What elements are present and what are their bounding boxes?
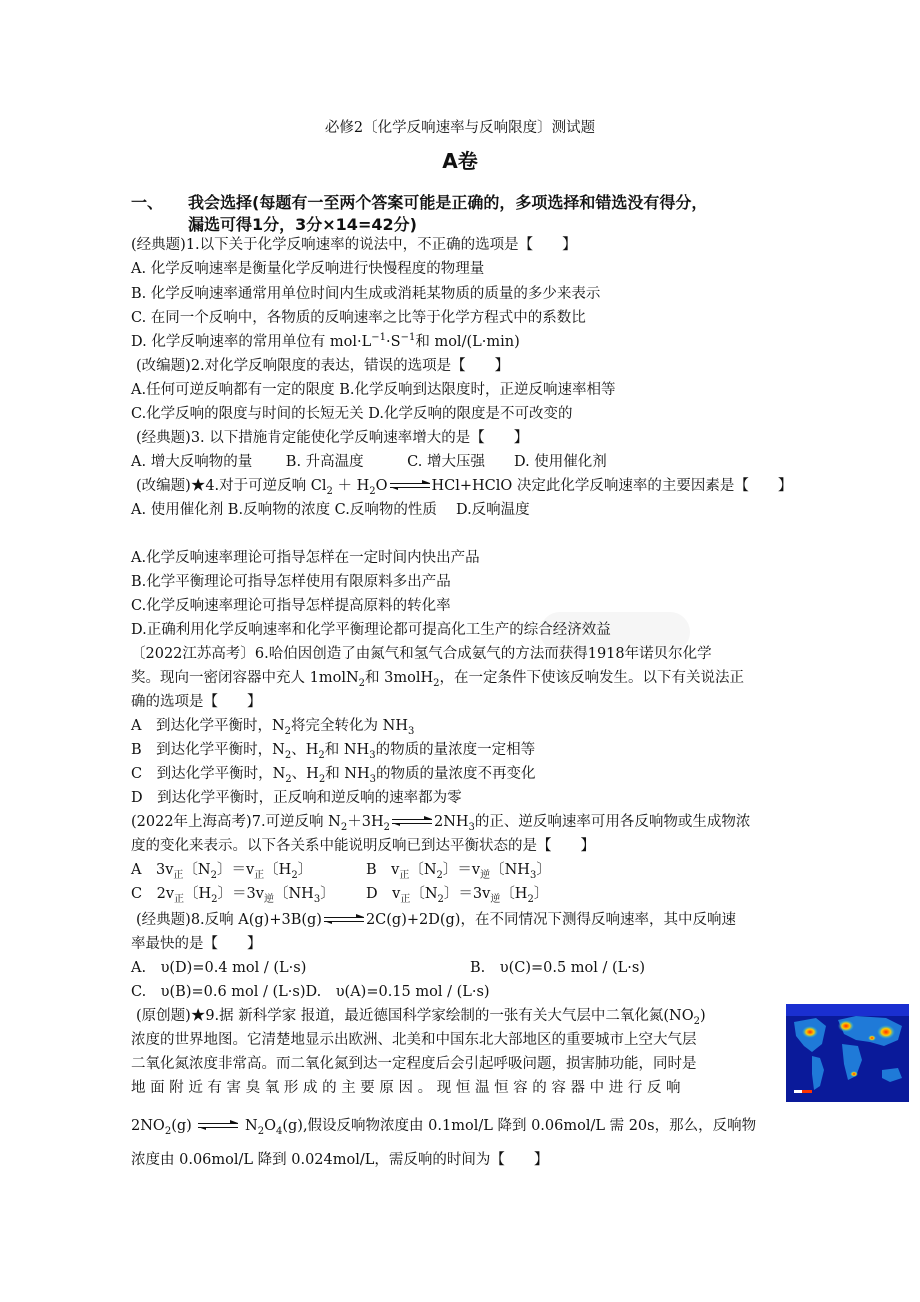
question-3-options: A. 增大反响物的量 B. 升高温度 C. 增大压强 D. 使用催化剂 — [131, 454, 607, 470]
question-7-option-a: A $3v_正$〔$N_2$〕$=v_正$〔$H_2$〕 — [131, 862, 313, 881]
question-6-option-c: C 到达化学平衡时，$N_2$、$H_2$和 $NH_3$的物质的量浓度不再变化 — [131, 766, 536, 785]
question-5-option-d: D.正确利用化学反响速率和化学平衡理论都可提高化工生产的综合经济效益 — [131, 622, 611, 638]
question-4-stem: (改编题)★4.对于可逆反响 $Cl_2 + H_2O$ HCl+HClO 决定此化学反响速率的主要因素是【 】 — [136, 478, 793, 497]
question-9-line-1: (原创题)★9.据 新科学家 报道，最近德国科学家绘制的一张有关大气层中二氧化氮$(NO_2)$ — [136, 1008, 706, 1027]
question-9-line-3: 二氧化氮浓度非常高。而二氧化氮到达一定程度后会引起呼吸问题，损害肺功能，同时是 — [131, 1056, 697, 1072]
question-2-stem: (改编题)2.对化学反响限度的表达，错误的选项是【 】 — [136, 358, 510, 374]
no2-world-map-image — [786, 1004, 909, 1102]
question-7-line-2: 度的变化来表示。以下各关系中能说明反响已到达平衡状态的是【 】 — [131, 838, 595, 854]
question-1-stem: (经典题)1.以下关于化学反响速率的说法中，不正确的选项是【 】 — [131, 237, 577, 253]
question-1-option-b: B. 化学反响速率通常用单位时间内生成或消耗某物质的质量的多少来表示 — [131, 286, 601, 302]
question-8-option-b: B. υ(C)=0.5 mol / (L·s) — [470, 960, 646, 976]
equilibrium-arrow-icon — [392, 817, 432, 827]
question-6-line-1: 〔2022江苏高考〕6.哈伯因创造了由氮气和氢气合成氨气的方法而获得1918年诺贝尔化学 — [131, 646, 712, 662]
question-6-option-b: B 到达化学平衡时，$N_2$、$H_2$和 $NH_3$的物质的量浓度一定相等 — [131, 742, 536, 761]
question-7-option-d: D $v_正$〔$N_2$〕$=3v_逆$〔$H_2$〕 — [366, 886, 549, 905]
question-5-option-a: A.化学反响速率理论可指导怎样在一定时间内快出产品 — [131, 550, 480, 566]
question-9-line-5: $2NO_2(g)$ $N_2O_4(g)$,假设反响物浓度由 0.1mol/L 降到 0.06mol/L 需 20s，那么，反响物 — [131, 1118, 757, 1137]
section-heading-line1: 我会选择(每题有一至两个答案可能是正确的，多项选择和错选没有得分， — [188, 193, 708, 212]
question-5-option-c: C.化学反响速率理论可指导怎样提高原料的转化率 — [131, 598, 451, 614]
question-6-option-d: D 到达化学平衡时，正反响和逆反响的速率都为零 — [131, 790, 462, 806]
question-6-line-2: 奖。现向一密闭容器中充人 1molN$_2$和 3molH$_2$，在一定条件下使该反响发生。以下有关说法正 — [131, 670, 744, 689]
question-7-option-c: C $2v_正$〔$H_2$〕$=3v_逆$〔$NH_3$〕 — [131, 886, 335, 905]
question-6-line-3: 确的选项是【 】 — [131, 694, 262, 710]
equilibrium-arrow-icon — [390, 481, 430, 491]
question-2-options-cd: C.化学反响的限度与时间的长短无关 D.化学反响的限度是不可改变的 — [131, 406, 573, 422]
section-heading-line2: 漏选可得1分，3分×14=42分) — [188, 215, 417, 234]
question-8-option-a: A. υ(D)=0.4 mol / (L·s) — [131, 960, 307, 976]
question-8-options-cd: C. υ(B)=0.6 mol / (L·s)D. υ(A)=0.15 mol / (L·s) — [131, 984, 490, 1000]
question-3-stem: (经典题)3. 以下措施肯定能使化学反响速率增大的是【 】 — [136, 430, 529, 446]
question-9-line-6: 浓度由 0.06mol/L 降到 0.024mol/L，需反响的时间为【 】 — [131, 1152, 549, 1168]
section-number: 一、 — [131, 193, 164, 212]
question-2-options-ab: A.任何可逆反响都有一定的限度 B.化学反响到达限度时，正逆反响速率相等 — [131, 382, 616, 398]
page-title: 必修2〔化学反响速率与反响限度〕测试题 — [324, 120, 596, 136]
equilibrium-arrow-icon — [198, 1121, 238, 1131]
question-7-line-1: (2022年上海高考)7.可逆反响 $N_2+3H_2$ $2NH_3$的正、逆反响速率可用各反响物或生成物浓 — [131, 814, 751, 833]
question-7-option-b: B $v_正$〔$N_2$〕$=v_逆$〔$NH_3$〕 — [366, 862, 551, 881]
volume-heading: A卷 — [442, 149, 478, 173]
question-9-line-2: 浓度的世界地图。它清楚地显示出欧洲、北美和中国东北大部地区的重要城市上空大气层 — [131, 1032, 697, 1048]
question-6-option-a: A 到达化学平衡时，$N_2$将完全转化为 $NH_3$ — [131, 718, 415, 737]
question-4-options: A. 使用催化剂 B.反响物的浓度 C.反响物的性质 D.反响温度 — [131, 502, 530, 518]
question-8-line-1: (经典题)8.反响 A(g)+3B(g) 2C(g)+2D(g)，在不同情况下测得反响速率，其中反响速 — [136, 912, 736, 928]
question-1-option-a: A. 化学反响速率是衡量化学反响进行快慢程度的物理量 — [131, 261, 485, 277]
question-1-option-c: C. 在同一个反响中，各物质的反响速率之比等于化学方程式中的系数比 — [131, 310, 586, 326]
question-1-option-d: D. 化学反响速率的常用单位有 $mol\cdot L^{-1}\cdot S^{-1}$和 mol/(L·min) — [131, 332, 520, 350]
question-9-line-4: 地 面 附 近 有 害 臭 氧 形 成 的 主 要 原 因 。 现 恒 温 恒 容 的 容 器 中 进 行 反 响 — [131, 1080, 681, 1096]
question-8-line-2: 率最快的是【 】 — [131, 936, 262, 952]
question-5-option-b: B.化学平衡理论可指导怎样使用有限原料多出产品 — [131, 574, 451, 590]
equilibrium-arrow-icon — [324, 915, 364, 925]
